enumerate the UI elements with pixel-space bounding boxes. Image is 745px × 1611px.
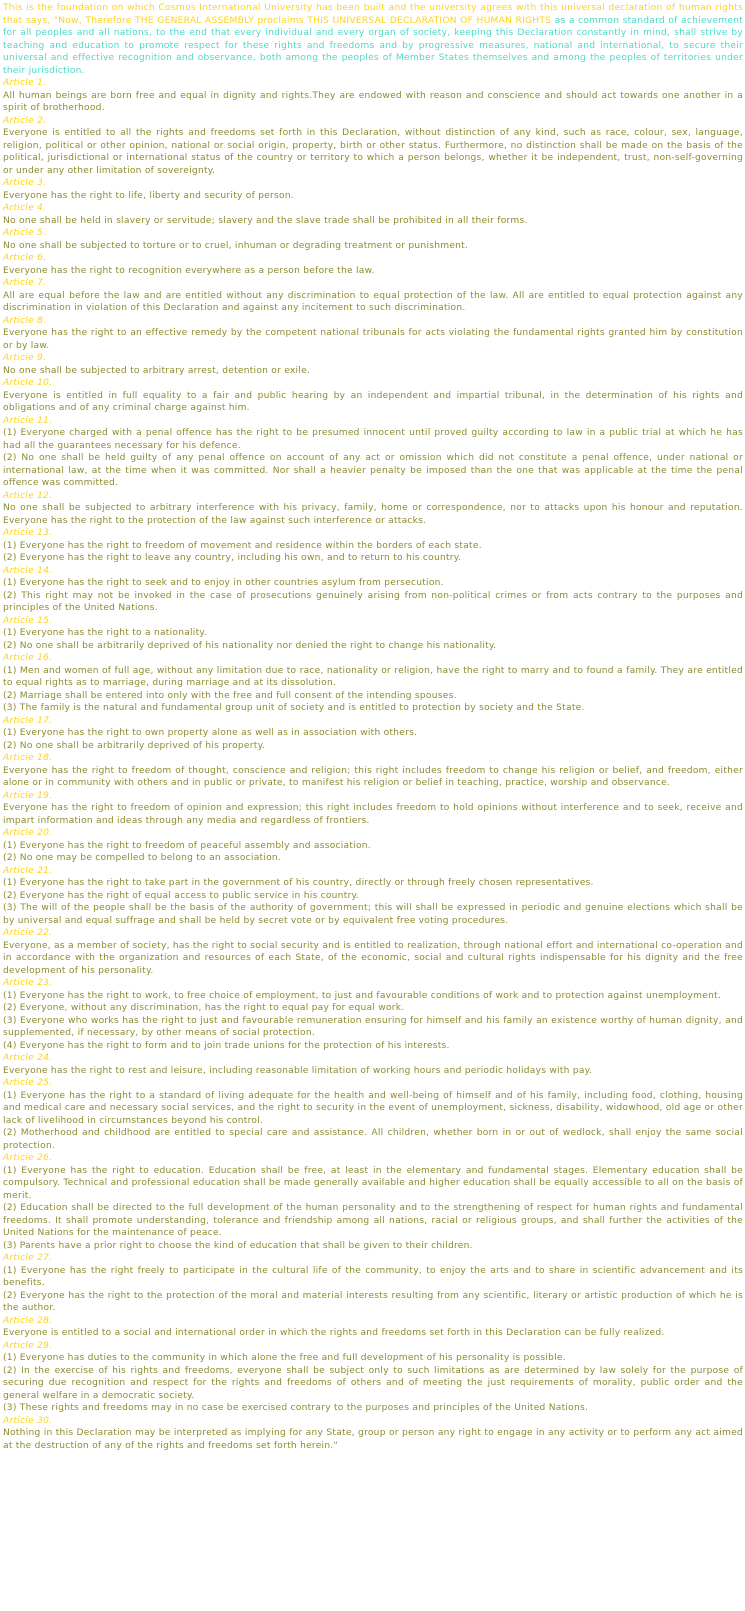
article-heading: Article 27.: [3, 1253, 53, 1263]
article-paragraph: (2) No one shall be held guilty of any penal offence on account of any act or omission which did not constitute a penal offence, under national or international law, at the time when it was committed. Nor shall a heavier penalty be imposed than the one that was applicable at the time the penal offence was committed.: [3, 453, 743, 488]
article-block: [3, 1340, 743, 1415]
article-heading: Article 15.: [3, 615, 53, 626]
article-paragraph: (2) Education shall be directed to the full development of the human personality and to the strengthening of respect for human rights and fundamental freedoms. It shall promote understanding, tolerance and friendship among all nations, racial or religious groups, and shall further the activities of the United Nations for the maintenance of peace.: [3, 1203, 743, 1238]
article-paragraph: (2) Everyone has the right of equal access to public service in his country.: [3, 890, 359, 901]
article-paragraph: No one shall be held in slavery or servitude; slavery and the slave trade shall be prohibited in all their forms.: [3, 215, 528, 226]
article-heading: Article 3.: [3, 178, 47, 188]
article-paragraph: No one shall be subjected to torture or to cruel, inhuman or degrading treatment or punishment.: [3, 240, 469, 251]
article-heading: Article 21.: [3, 865, 53, 876]
article-heading: Article 30.: [3, 1415, 53, 1426]
article-paragraph: Everyone has the right to life, liberty and security of person.: [3, 190, 295, 201]
article-paragraph: (3) Parents have a prior right to choose the kind of education that shall be given to their children.: [3, 1240, 473, 1251]
article-heading: Article 13.: [3, 528, 53, 538]
article-paragraph: Nothing in this Declaration may be interpreted as implying for any State, group or person any right to engage in any activity or to perform any act aimed at the destruction of any of the rights and freedoms set forth herein.": [3, 1428, 743, 1451]
intro-paragraph: [3, 2, 743, 77]
article-paragraph: (1) Everyone has duties to the community in which alone the free and full development of his personality is possible.: [3, 1353, 566, 1363]
article-block: [3, 565, 743, 615]
article-paragraph: Everyone has the right to recognition everywhere as a person before the law.: [3, 265, 375, 276]
article-paragraph: (1) Everyone has the right freely to participate in the cultural life of the community, to enjoy the arts and to share in scientific advancement and its benefits.: [3, 1265, 743, 1288]
article-paragraph: (3) Everyone who works has the right to just and favourable remuneration ensuring for himself and his family an existence worthy of human dignity, and supplemented, if necessary, by other means of social protection.: [3, 1015, 743, 1038]
article-heading: Article 6.: [3, 253, 47, 263]
article-paragraph: (1) Everyone has the right to work, to free choice of employment, to just and favourable conditions of work and to protection against unemployment.: [3, 990, 722, 1001]
intro-lead: This is the foundation on which Cosmos International University has been built and the university agrees with this universal declaration of human rights that says, "Now, Therefore THE GENERAL ASSEMBLY proclaims THIS UNIVERSAL DECLARATION OF HUMAN RIGHTS: [3, 3, 743, 26]
article-paragraph: Everyone has the right to freedom of thought, conscience and religion; this right includes freedom to change his religion or belief, and freedom, either alone or in community with others and in public or private, to manifest his religion or belief in teaching, practice, worship and observance.: [3, 765, 743, 788]
article-heading: Article 18.: [3, 753, 53, 763]
article-heading: Article 5.: [3, 228, 47, 238]
article-block: [3, 1152, 743, 1252]
article-heading: Article 10.: [3, 378, 53, 388]
article-paragraph: Everyone is entitled in full equality to a fair and public hearing by an independent and impartial tribunal, in the determination of his rights and obligations and of any criminal charge against him.: [3, 390, 743, 413]
article-heading: Article 2.: [3, 115, 47, 126]
article-heading: Article 9.: [3, 353, 47, 363]
article-paragraph: All are equal before the law and are entitled without any discrimination to equal protection of the law. All are entitled to equal protection against any discrimination in violation of this Declaration and against any incitement to such discrimination.: [3, 290, 743, 313]
article-paragraph: (1) Everyone charged with a penal offence has the right to be presumed innocent until proved guilty according to law in a public trial at which he has had all the guarantees necessary for his defence.: [3, 428, 743, 451]
article-heading: Article 8.: [3, 315, 47, 326]
article-paragraph: No one shall be subjected to arbitrary interference with his privacy, family, home or correspondence, nor to attacks upon his honour and reputation. Everyone has the right to the protection of the law against such interference or attacks.: [3, 503, 743, 526]
article-block: [3, 77, 743, 115]
article-block: [3, 752, 743, 790]
article-paragraph: (4) Everyone has the right to form and to join trade unions for the protection of his interests.: [3, 1040, 450, 1051]
article-paragraph: Everyone, as a member of society, has the right to social security and is entitled to realization, through national effort and international co-operation and in accordance with the organization and resources of each State, of the economic, social and cultural rights indispensable for his dignity and the free development of his personality.: [3, 940, 743, 976]
article-block: [3, 277, 743, 315]
article-paragraph: (3) These rights and freedoms may in no case be exercised contrary to the purposes and principles of the United Nations.: [3, 1403, 589, 1413]
article-heading: Article 12.: [3, 490, 53, 501]
article-paragraph: Everyone has the right to an effective remedy by the competent national tribunals for acts violating the fundamental rights granted him by constitution or by law.: [3, 328, 743, 351]
article-heading: Article 1.: [3, 78, 47, 88]
article-block: [3, 377, 743, 415]
article-paragraph: (1) Everyone has the right to a nationality.: [3, 628, 207, 638]
article-block: [3, 115, 743, 178]
article-paragraph: (3) The family is the natural and fundamental group unit of society and is entitled to protection by society and the State.: [3, 703, 585, 713]
article-block: [3, 490, 743, 528]
article-heading: Article 20.: [3, 828, 53, 838]
article-paragraph: (2) Everyone has the right to the protection of the moral and material interests resulting from any scientific, literary or artistic production of which he is the author.: [3, 1290, 743, 1313]
article-heading: Article 7.: [3, 278, 47, 288]
article-heading: Article 4.: [3, 203, 47, 213]
article-heading: Article 24.: [3, 1053, 53, 1063]
article-paragraph: Everyone is entitled to a social and international order in which the rights and freedoms set forth in this Declaration can be fully realized.: [3, 1328, 665, 1338]
article-paragraph: (3) The will of the people shall be the basis of the authority of government; this will shall be expressed in periodic and genuine elections which shall be by universal and equal suffrage and shall be held by secret vote or by equivalent free voting procedures.: [3, 903, 743, 926]
article-paragraph: (1) Everyone has the right to freedom of movement and residence within the borders of each state.: [3, 540, 482, 551]
article-paragraph: (1) Everyone has the right to take part in the government of his country, directly or through freely chosen representatives.: [3, 878, 594, 888]
article-paragraph: (2) No one may be compelled to belong to an association.: [3, 853, 282, 863]
article-paragraph: (1) Everyone has the right to freedom of peaceful assembly and association.: [3, 840, 371, 851]
article-block: [3, 315, 743, 353]
article-block: [3, 1415, 743, 1453]
article-paragraph: (2) Motherhood and childhood are entitled to special care and assistance. All children, whether born in or out of wedlock, shall enjoy the same social protection.: [3, 1128, 743, 1151]
article-heading: Article 16.: [3, 653, 53, 663]
article-block: [3, 227, 743, 252]
article-block: [3, 827, 743, 865]
article-heading: Article 14.: [3, 565, 53, 576]
article-heading: Article 22.: [3, 928, 53, 938]
article-block: [3, 202, 743, 227]
article-paragraph: (1) Everyone has the right to seek and to enjoy in other countries asylum from persecution.: [3, 578, 444, 588]
article-paragraph: (2) Everyone has the right to leave any country, including his own, and to return to his country.: [3, 553, 462, 563]
article-block: [3, 527, 743, 565]
articles-list: [3, 77, 743, 1452]
article-paragraph: No one shall be subjected to arbitrary arrest, detention or exile.: [3, 365, 311, 376]
article-block: [3, 1315, 743, 1340]
article-paragraph: Everyone has the right to freedom of opinion and expression; this right includes freedom to hold opinions without interference and to seek, receive and impart information and ideas through any media and regardless of frontiers.: [3, 803, 743, 826]
article-block: [3, 715, 743, 753]
article-block: [3, 415, 743, 490]
article-paragraph: (1) Everyone has the right to a standard of living adequate for the health and well-being of himself and of his family, including food, clothing, housing and medical care and necessary social services, and the right to security in the event of unemployment, sickness, disability, widowhood, old age or other lack of livelihood in circumstances beyond his control.: [3, 1090, 743, 1126]
article-heading: Article 19.: [3, 790, 53, 801]
article-block: [3, 977, 743, 1052]
article-paragraph: (2) This right may not be invoked in the case of prosecutions genuinely arising from non-political crimes or from acts contrary to the purposes and principles of the United Nations.: [3, 590, 743, 613]
article-paragraph: (2) Everyone, without any discrimination, has the right to equal pay for equal work.: [3, 1003, 405, 1013]
article-paragraph: (2) No one shall be arbitrarily deprived of his nationality nor denied the right to change his nationality.: [3, 640, 497, 651]
article-paragraph: Everyone is entitled to all the rights and freedoms set forth in this Declaration, without distinction of any kind, such as race, colour, sex, language, religion, political or other opinion, national or social origin, property, birth or other status. Furthermore, no distinction shall be made on the basis of the political, jurisdictional or international status of the country or territory to which a person belongs, whether it be independent, trust, non-self-governing or under any other limitation of sovereignty.: [3, 128, 743, 176]
article-block: [3, 927, 743, 977]
article-paragraph: (2) In the exercise of his rights and freedoms, everyone shall be subject only to such limitations as are determined by law solely for the purpose of securing due recognition and respect for the rights and freedoms of others and of meeting the just requirements of morality, public order and the general welfare in a democratic society.: [3, 1365, 743, 1401]
article-paragraph: All human beings are born free and equal in dignity and rights.They are endowed with reason and conscience and should act towards one another in a spirit of brotherhood.: [3, 90, 743, 113]
article-heading: Article 17.: [3, 715, 53, 726]
article-block: [3, 865, 743, 928]
article-heading: Article 28.: [3, 1315, 53, 1326]
article-heading: Article 11.: [3, 415, 53, 426]
article-paragraph: (1) Everyone has the right to education. Education shall be free, at least in the elementary and fundamental stages. Elementary education shall be compulsory. Technical and professional education shall be made generally available and higher education shall be equally accessible to all on the basis of merit.: [3, 1165, 743, 1201]
article-block: [3, 352, 743, 377]
article-paragraph: (1) Men and women of full age, without any limitation due to race, nationality or religion, have the right to marry and to found a family. They are entitled to equal rights as to marriage, during marriage and at its dissolution.: [3, 665, 743, 688]
article-heading: Article 26.: [3, 1153, 53, 1163]
article-block: [3, 1252, 743, 1315]
article-heading: Article 25.: [3, 1078, 53, 1088]
article-heading: Article 23.: [3, 978, 53, 988]
article-paragraph: Everyone has the right to rest and leisure, including reasonable limitation of working hours and periodic holidays with pay.: [3, 1065, 593, 1076]
article-paragraph: (2) Marriage shall be entered into only with the free and full consent of the intending spouses.: [3, 690, 457, 701]
article-block: [3, 1077, 743, 1152]
article-block: [3, 615, 743, 653]
article-paragraph: (1) Everyone has the right to own property alone as well as in association with others.: [3, 728, 418, 738]
intro-body: as a common standard of achievement for all peoples and all nations, to the end that every individual and every organ of society, keeping this Declaration constantly in mind, shall strive by teaching and education to promote respect for these rights and freedoms and by progressive measures, national and international, to secure their universal and effective recognition and observance, both among the peoples of Member States themselves and among the peoples of territories under their jurisdiction.: [3, 15, 743, 76]
article-heading: Article 29.: [3, 1340, 53, 1351]
article-block: [3, 652, 743, 715]
article-paragraph: (2) No one shall be arbitrarily deprived of his property.: [3, 740, 266, 751]
article-block: [3, 252, 743, 277]
article-block: [3, 1052, 743, 1077]
article-block: [3, 790, 743, 828]
article-block: [3, 177, 743, 202]
